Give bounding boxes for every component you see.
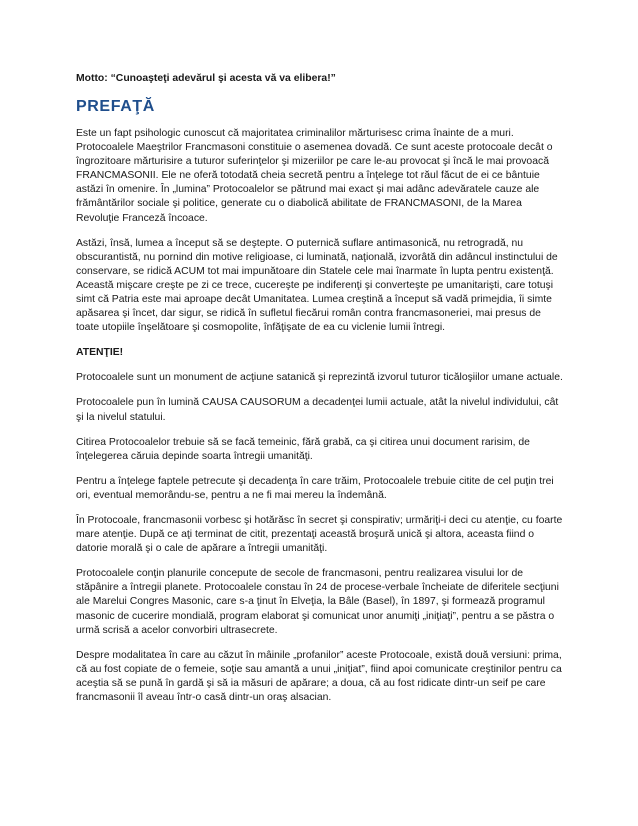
attention-heading: ATENŢIE!: [76, 347, 124, 359]
motto: Motto: “Cunoaşteţi adevărul şi acesta vă va elibera!”: [76, 73, 336, 84]
preface-paragraph-1: Este un fapt psihologic cunoscut că majoritatea criminalilor mărturisesc crima înainte de a muri. Protocoalele Maeştrilor Francmasoni constituie o asemenea dovadă. Ce sunt aceste protocoale decât o îngrozitoare mărturisire a tuturor suferinţelor şi mizeriilor pe care le-au provocat şi încă le mai provoacă FRANCMASONII. Ele ne oferă totodată cheia secretă pentru a înţelege tot răul făcut de ei ce bântuie astăzi în omenire. În „lumina” Protocoalelor se pătrund mai exact şi mai adânc adevăratele cauze ale frământărilor sociale şi politice, generate cu o diabolică abilitate de FRANCMASONI, de la Marea Revoluţie Franceză încoace.: [76, 128, 553, 224]
attention-paragraph-7: Despre modalitatea în care au căzut în mâinile „profanilor” aceste Protocoale, există două versiuni: prima, că au fost copiate de o femeie, soţie sau amantă a unui „iniţiat”, fiind apoi comunicate creştinilor pentru ca aceştia să se pună în gardă şi să ia măsuri de apărare; a doua, că au fost ridicate dintr-un seif pe care francmasonii îl aveau într-o casă dintr-un oraş alsacian.: [76, 649, 562, 703]
attention-paragraph-4: Pentru a înţelege faptele petrecute şi decadenţa în care trăim, Protocoalele trebuie citite de cel puţin trei ori, eventual memorându-se, pentru a ne fi mai mereu la îndemână.: [76, 475, 554, 501]
attention-paragraph-1: Protocoalele sunt un monument de acţiune satanică şi reprezintă izvorul tuturor ticăloşiilor umane actuale.: [76, 372, 563, 384]
attention-paragraph-6: Protocoalele conţin planurile concepute de secole de francmasoni, pentru realizarea visului lor de stăpânire a întregii planete. Protocoalele constau în 24 de procese-verbale încheiate de diferitele secţiuni ale Marelui Congres Masonic, care s-a ţinut în Elveţia, la Bâle (Basel), în 1897, şi formează programul masonic de cucerire mondială, program elaborat şi comunicat unor anumiţi „iniţiaţi”, pentru a se păstra o urmă scrisă a acelor convorbiri ultrasecrete.: [76, 568, 559, 636]
page-title: PREFAŢĂ: [76, 98, 155, 115]
document-page: [76, 72, 566, 716]
attention-paragraph-3: Citirea Protocoalelor trebuie să se facă temeinic, fără grabă, ca şi citirea unui document rarisim, de înţelegerea căruia depinde soarta întregii umanităţi.: [76, 436, 530, 462]
preface-paragraph-2: Astăzi, însă, lumea a început să se deştepte. O puternică suflare antimasonică, nu retrogradă, nu obscurantistă, nu pornind din motive religioase, ci luminată, naţională, izvorâtă din adâncul instinctului de conservare, se ridică ACUM tot mai impunătoare din Statele cele mai înarmate în lupta pentru existenţă. Această mişcare creşte pe zi ce trece, cucereşte pe indiferenţi şi converteşte pe umanitarişti, care totuşi simt că Patria este mai aproape decât Umanitatea. Lumea creştină a început să vadă primejdia, îi simte apăsarea şi încet, dar sigur, se ridică în sufletul fiecărui român contra francmasoneriei, mai presus de toate utopiile înşelătoare şi cosmopolite, înfăţişate de ea cu viclenie lumii întregi.: [76, 237, 558, 334]
attention-paragraph-2: Protocoalele pun în lumină CAUSA CAUSORUM a decadenţei lumii actuale, atât la nivelul individului, cât şi la nivelul statului.: [76, 397, 559, 423]
attention-paragraph-5: În Protocoale, francmasonii vorbesc şi hotărăsc în secret şi conspirativ; urmăriţi-i deci cu atenţie, cu foarte mare atenţie. După ce aţi terminat de citit, prezentaţi această broşură unică şi altora, aceasta fiind o datorie morală şi o cale de apărare a întregii umanităţi.: [76, 514, 563, 555]
